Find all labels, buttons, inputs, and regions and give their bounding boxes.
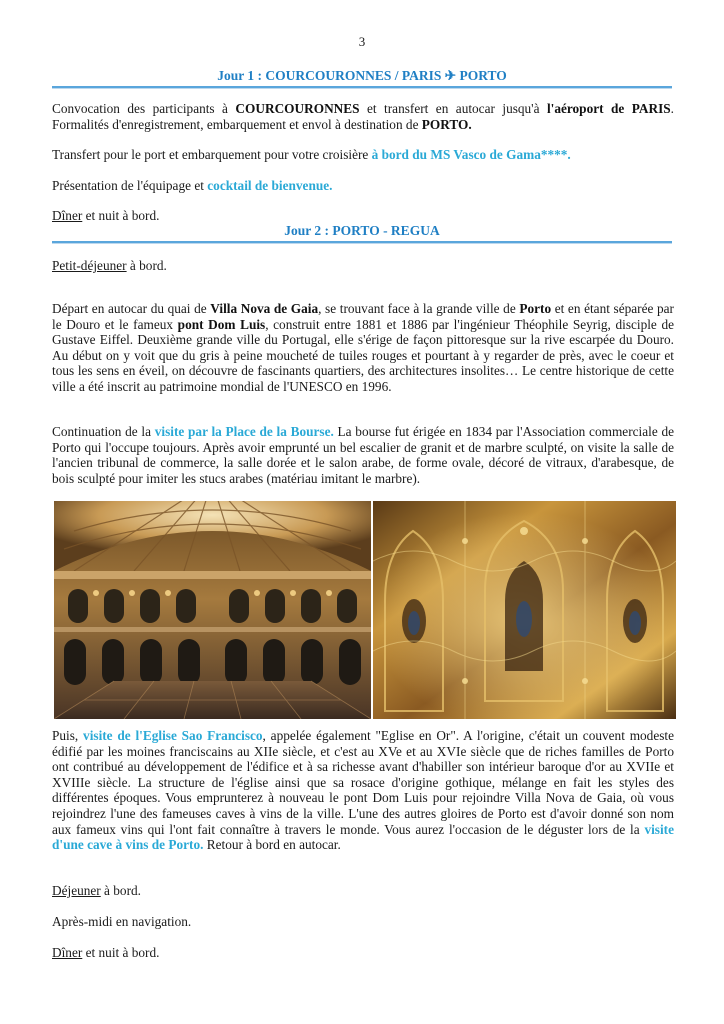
photo-bourse-hall — [54, 501, 371, 719]
page-number: 3 — [358, 34, 366, 49]
day2-heading: Jour 2 : PORTO - REGUA — [284, 223, 440, 238]
day2-paragraph-afternoon: Après-midi en navigation. — [52, 914, 192, 929]
day2-paragraph-breakfast: Petit-déjeuner à bord. — [52, 258, 167, 273]
day2-paragraph-sao-francisco: Puis, visite de l'Eglise Sao Francisco, appelée également "Eglise en Or". A l'origine, c'était un couvent modeste édifié par les moines franciscains au XIIe siècle, et c'est au XVe et au XVIe siècle que de riches familles de Porto ont contribué au développement de l'édifice et à sa richesse avant d'habiller son intérieur baroque d'or au XVIIe et XVIIIe siècle. La structure de l'église ainsi que sa rosace d'origine gothique, mélange en fait les styles des différentes époques. Vous emprunterez à nouveau le pont Dom Luis pour rejoindre Villa Nova de Gaia, où vous rejoindrez l'une des fameuses caves à vins de la ville. L'une des autres gloires de Porto est d'avoir donné son nom aux fameux vins qui l'ont fait connaître à travers le monde. Vous aurez l'occasion de le déguster lors de la visite d'une cave à vins de Porto. Retour à bord en autocar. — [52, 728, 675, 853]
day1-paragraph-convocation: Convocation des participants à COURCOURONNES et transfert en autocar jusqu'à l'aéroport de PARIS. Formalités d'enregistrement, embarquement et envol à destination de PORTO. — [52, 101, 674, 132]
day1-divider — [52, 86, 672, 88]
day1-heading: Jour 1 : COURCOURONNES / PARIS ✈ PORTO — [217, 68, 507, 83]
photo-gilded-church — [373, 501, 676, 719]
day2-paragraph-lunch: Déjeuner à bord. — [52, 883, 141, 898]
day2-paragraph-bourse: Continuation de la visite par la Place de la Bourse. La bourse fut érigée en 1834 par l'Association commerciale de Porto qui l'occupe toujours. Après avoir emprunté un bel escalier de granit et de marbre sculpté, on visite la salle de l'ancien tribunal de commerce, la salle dorée et le salon arabe, de forme ovale, décoré de vitraux, d'arabesque, de bois sculpté pour imiter les stucs arabes (matériau imitant le marbre). — [52, 424, 674, 486]
day1-paragraph-welcome: Présentation de l'équipage et cocktail de bienvenue. — [52, 178, 333, 193]
day2-divider — [52, 241, 672, 243]
day1-paragraph-dinner: Dîner et nuit à bord. — [52, 208, 160, 223]
day1-paragraph-transfer: Transfert pour le port et embarquement pour votre croisière à bord du MS Vasco de Gama****. — [52, 147, 571, 162]
day2-paragraph-dinner: Dîner et nuit à bord. — [52, 945, 160, 960]
day2-paragraph-gaia: Départ en autocar du quai de Villa Nova de Gaia, se trouvant face à la grande ville de Porto et en étant séparée par le Douro et le fameux pont Dom Luis, construit entre 1881 et 1886 par l'ingénieur Théophile Seyrig, disciple de Gustave Eiffel. Deuxième grande ville du Portugal, elle s'érige de façon pittoresque sur la rive escarpée du Douro. Au début on y voit que du gris à peine moucheté de tuiles rouges et pourtant à y regarder de près, avec le coeur et tous les sens en éveil, on découvre de fascinants quartiers, des architectures insolites… Le centre historique de cette ville a été inscrit au patrimoine mondial de l'UNESCO en 1996. — [52, 301, 674, 394]
